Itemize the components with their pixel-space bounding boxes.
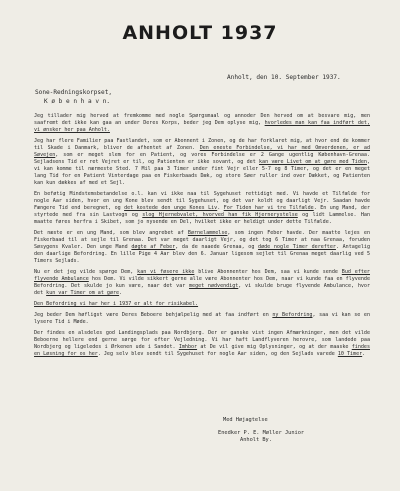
paragraph-text: .: [119, 290, 123, 297]
paragraph-text: .: [217, 205, 224, 212]
underlined-text: 10 Timer: [337, 350, 363, 357]
letter-paragraph: [34, 269, 370, 297]
underlined-text: kun var Timer om at gøre: [46, 290, 120, 297]
underlined-text: kan være Livet om at gøre med Tiden: [259, 159, 367, 166]
underlined-text: For Tiden har vi tre Tilfælde: [223, 205, 314, 212]
underlined-text: ny Befordring: [272, 311, 313, 318]
letter-paragraph: [34, 301, 370, 308]
underlined-text: hvorledes man kan faa indført det, vi ønsker her paa Anholt.: [34, 120, 370, 134]
date-line: Anholt, den 10. September 1937.: [227, 74, 341, 81]
paragraph-text: . En ung Mand, der styrtede med fra sin Lastvogn og: [34, 205, 370, 219]
underlined-text: døde nogle Timer derefter: [258, 244, 336, 251]
paragraph-text: En beføtig Mindstemsbetandelse o.l. kan vi ikke naa til Sygehuset rettidigt med. Vi havde et Tilfælde for nogle Aar siden, hvor en ung Kone blev sendt til Sygehuset, og det var koldt og daarligt Vejr. Saadan havde Fængere Tid end beregnet, og: [34, 191, 370, 212]
letter-body: [34, 113, 370, 362]
paragraph-text: Nu er det jeg vilde spørge Dem,: [34, 269, 138, 276]
letter-paragraph: [34, 330, 370, 358]
signatory-name: Enedker P. E. Møller Junior: [218, 430, 305, 437]
paragraph-text: , da de naaede Grenaa, og: [175, 244, 259, 251]
paragraph-text: . Antagelig den daarlige Befordring. En lille Pige 4 Aar blev den 6. Januar ligesom sejlet til Grenaa meget daarlig ved 5 Timers Sejlads.: [34, 244, 370, 265]
letter-title: ANHOLT 1937: [122, 22, 278, 44]
addressee-line-1: Sone-Redningskorpset,: [35, 89, 113, 96]
paragraph-text: blive Abonnenter hos Dem, saa vi kunde sende: [194, 269, 342, 276]
paragraph-text: og lidt Lammelse. Han maatte føres herfra i Skibet, som jo nysende en Del, hvilket ikke er heldigt under dette Tilfælde.: [34, 212, 370, 226]
underlined-text: Børnelammelse: [187, 230, 228, 237]
letter-paragraph: [34, 312, 370, 326]
paragraph-text: Det næste er en ung Mand, som blev angrebet af: [34, 230, 188, 237]
paragraph-text: , vi skulde bruge flyvende Ambulance, hvor det: [34, 283, 370, 297]
letter-paragraph: [34, 138, 370, 187]
paragraph-text: . Jeg selv blev sendt til Sygehuset for nogle Aar siden, og den Sejlads varede: [97, 350, 338, 357]
paragraph-text: Der findes en alsdeles god Landingsplads paa Nordbjerg. Der er ganske vist ingen Afmærkninger, men det vilde Beboerne hellere end gerne sørge for efter Vejledning. Vi har haft Landflyveren herovre, som landede paa Nordbjerg og ligeledes i Ørkenen ude i Sandet.: [34, 329, 370, 350]
paragraph-text: Jeg tillader mig herved at fremkomme med nogle Spørgsmaal og annoder Den herved om at besvare mig, men saafremt det ikke kan gaa an under Deres Korps, beder jeg Dem oplyse mig,: [34, 113, 370, 127]
underlined-text: Den eneste Forbindelse, vi har med Omverdenen, er ad Søvejen: [34, 144, 370, 159]
paragraph-text: Jeg beder Dem høfligst være Deres Beboere behjælpelig med at faa indført en: [34, 311, 273, 318]
paragraph-text: hos Dem. Vi vilde sikkert gerne alle være Abonnenter hos Dem, naar vi kunde faa en flyvende Befordring. Det skulde jo kun være, naar det var: [34, 276, 370, 290]
addressee-line-2: K ø b e n h a v n.: [44, 98, 111, 105]
paragraph-text: , som ingen Feber havde. Der maatte lejes en Fiskerbaad til at sejle til Grenaa. Det var meget daarligt Vejr, og det tog 6 Timer at naa Grenaa, foruden Søsygens Kvaler. Den unge Mand: [34, 230, 370, 251]
underlined-text: slog Hjernebvalet, hvorved han fik Hjernerystelse: [142, 212, 298, 219]
paragraph-text: at De vil give mig Oplysninger, og at der maaske: [197, 343, 352, 350]
paragraph-text: .: [362, 350, 366, 357]
paragraph-text: , vi kan komme til nærmeste Sted. 7 Mil paa 3 Timer under fint Vejr eller 5-7 og 8 Timer, og det er en meget lang Tid for en Patient Vinterdage paa en Fiskerbaads Dæk, og store Søer ruller ind over Dækket, og Patienten kan kun dækkes af med et Sejl.: [34, 159, 370, 187]
letter-paragraph: [34, 230, 370, 265]
underlined-text: Den Befordring vi har her i 1937 er alt for risikabel.: [34, 301, 199, 308]
signatory-place: Anholt By.: [240, 437, 272, 444]
paragraph-text: , saa vi kan se en lysere Tid i Møde.: [34, 311, 370, 325]
underlined-text: meget nødvendigt: [189, 283, 239, 290]
underlined-text: døgte af Feber: [131, 244, 176, 251]
underlined-text: Bud efter flyvende Ambulance: [34, 269, 370, 283]
letter-paragraph: [34, 113, 370, 134]
underlined-text: Imhbor: [178, 343, 198, 350]
paragraph-text: , som er meget slem for en Patient, og vores Forbindelse er 2 Gange ugentlig København-Grenaa. Sejladsens Tid er ret Vejret er til, og Patienten er ikke sovant, og det: [34, 152, 370, 166]
paragraph-text: Jeg har flere Familier paa Fastlandet, som er Abonnent i Zonen, og de har forklaret mig, at hvor end de kommer til Skade i Danmark, bliver de afhentet af Zonen.: [34, 137, 370, 151]
letter-paragraph: [34, 191, 370, 226]
underlined-text: det kostede den unge Kones Liv: [124, 205, 218, 212]
underlined-text: findes en Løsning for os her: [34, 343, 370, 357]
underlined-text: kan vi føsere ikke: [137, 269, 195, 276]
closing-greeting: Med Højagtelse: [223, 417, 268, 423]
